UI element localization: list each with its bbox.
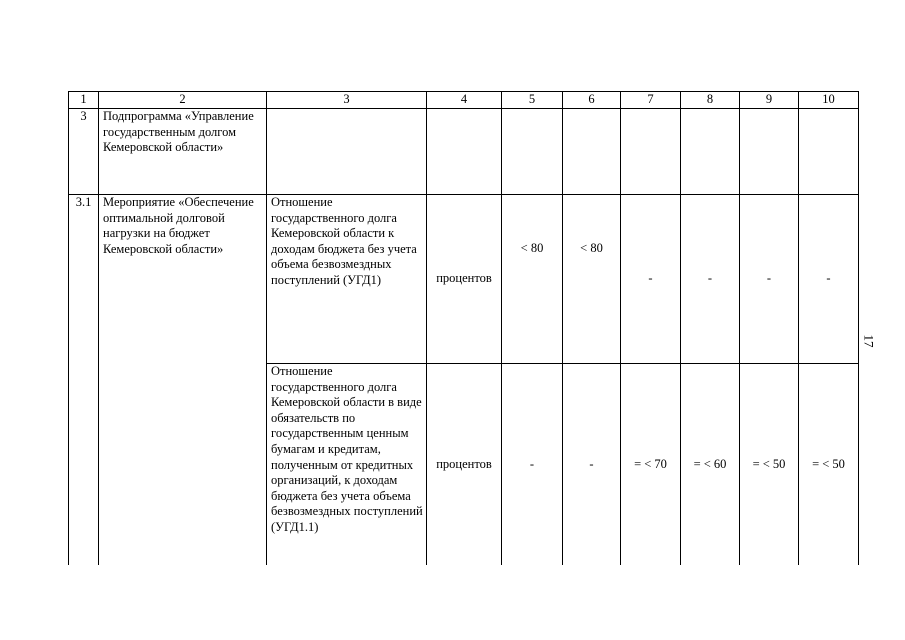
table-row — [69, 195, 859, 364]
header-cell: 6 — [563, 92, 621, 109]
measure-name — [99, 364, 267, 566]
value-cell: < 80 — [502, 195, 563, 364]
program-name: Подпрограмма «Управление государственным долгом Кемеровской области» — [99, 109, 267, 195]
value-cell — [621, 109, 681, 195]
value-cell: - — [621, 195, 681, 364]
indicator-cell: Отношение государственного долга Кемеровской области в виде обязательств по государственным ценным бумагам и кредитам, полученным от кредитных организаций, к доходам бюджета без учета объема безвозмездных поступлений (УГД1.1) — [267, 364, 427, 566]
unit-cell — [427, 109, 502, 195]
indicator-cell: Отношение государственного долга Кемеровской области к доходам бюджета без учета объема безвозмездных поступлений (УГД1) — [267, 195, 427, 364]
value-cell: - — [740, 195, 799, 364]
value-cell: = < 50 — [740, 364, 799, 566]
row-number: 3 — [69, 109, 99, 195]
row-number: 3.1 — [69, 195, 99, 364]
value-cell: = < 50 — [799, 364, 859, 566]
header-cell: 3 — [267, 92, 427, 109]
value-cell — [502, 109, 563, 195]
header-cell: 9 — [740, 92, 799, 109]
header-cell: 10 — [799, 92, 859, 109]
value-cell: = < 70 — [621, 364, 681, 566]
data-table — [68, 91, 859, 565]
measure-name: Мероприятие «Обеспечение оптимальной долговой нагрузки на бюджет Кемеровской области» — [99, 195, 267, 364]
value-cell: - — [502, 364, 563, 566]
value-cell — [740, 109, 799, 195]
header-cell: 7 — [621, 92, 681, 109]
page-number: 17 — [861, 334, 877, 348]
header-row — [69, 92, 859, 109]
value-cell: = < 60 — [681, 364, 740, 566]
table-row — [69, 364, 859, 566]
value-cell — [681, 109, 740, 195]
value-cell: - — [563, 364, 621, 566]
unit-cell: процентов — [427, 364, 502, 566]
header-cell: 5 — [502, 92, 563, 109]
header-cell: 8 — [681, 92, 740, 109]
value-cell: < 80 — [563, 195, 621, 364]
header-cell: 2 — [99, 92, 267, 109]
value-cell: - — [681, 195, 740, 364]
indicator-cell — [267, 109, 427, 195]
header-cell: 1 — [69, 92, 99, 109]
value-cell — [563, 109, 621, 195]
value-cell: - — [799, 195, 859, 364]
unit-cell: процентов — [427, 195, 502, 364]
header-cell: 4 — [427, 92, 502, 109]
row-number — [69, 364, 99, 566]
value-cell — [799, 109, 859, 195]
table-row — [69, 109, 859, 195]
